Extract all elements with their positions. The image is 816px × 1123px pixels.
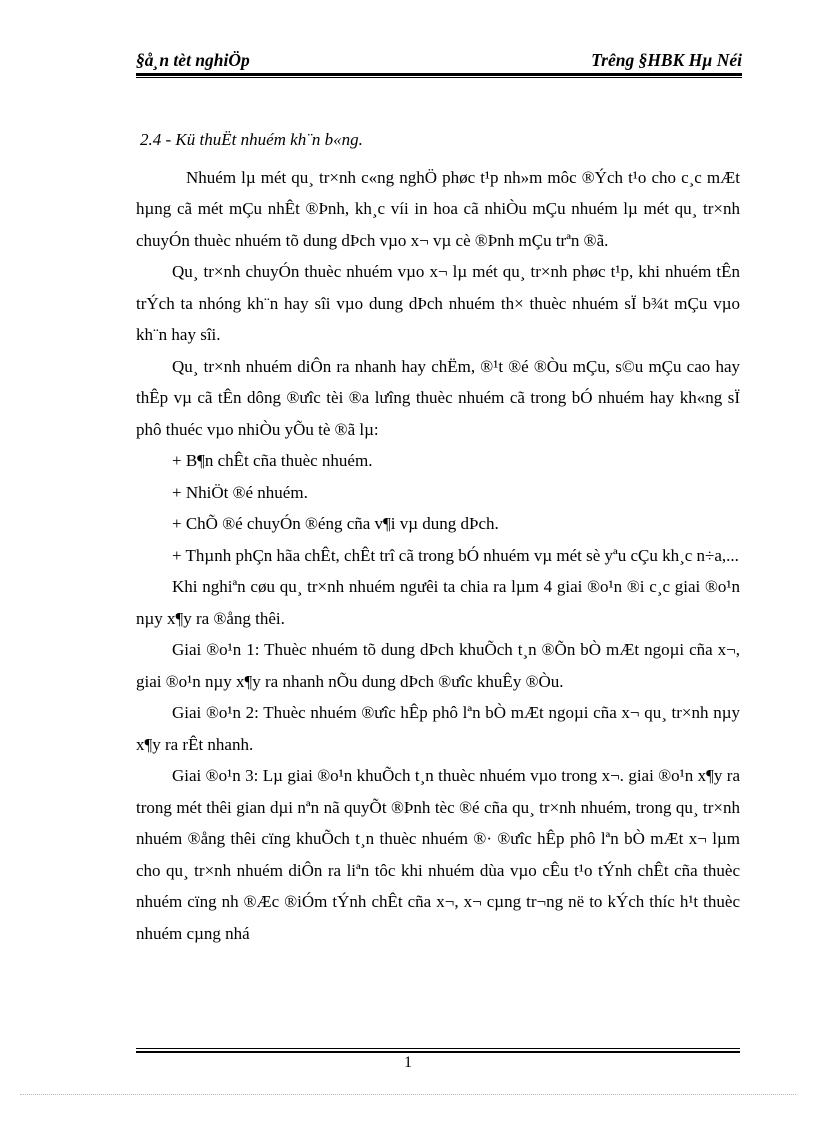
header-university: Trêng §HBK Hµ Néi (591, 50, 742, 70)
document-body (136, 124, 740, 949)
paragraph: Giai ®o¹n 2: Thuèc nhuém ®ưîc hÊp phô lªn bÒ mÆt ngoµi cña x¬ qu¸ tr×nh nµy x¶y ra rÊt nhanh. (136, 703, 740, 754)
footer-rule-thick (136, 1051, 740, 1053)
paragraph: Giai ®o¹n 1: Thuèc nhuém tõ dung dÞch khuÕch t¸n ®Õn bÒ mÆt ngoµi cña x¬, giai ®o¹n nµy x¶y ra nhanh nÕu dung dÞch ®ưîc khuÊy ®Òu. (136, 640, 740, 691)
list-item: + Thµnh phÇn hãa chÊt, chÊt trî cã trong bÓ nhuém vµ mét sè yªu cÇu kh¸c n÷a,... (172, 545, 739, 565)
footer-rule (136, 1048, 740, 1049)
list-item: + ChÕ ®é chuyÓn ®éng cña v¶i vµ dung dÞch. (172, 514, 499, 533)
page-edge-dots (20, 1094, 796, 1095)
paragraph: Nhuém lµ mét qu¸ tr×nh c«ng nghÖ phøc t¹p nh»m môc ®Ých t¹o cho c¸c mÆt hµng cã mét mÇu nhÊt ®Þnh, kh¸c víi in hoa cã nhiÒu mÇu nhuém lµ mét qu¸ tr×nh chuyÓn thuèc nhuém tõ dung dÞch vµo x¬ vµ cè ®Þnh mÇu trªn ®ã. (136, 167, 740, 250)
paragraph: Qu¸ tr×nh chuyÓn thuèc nhuém vµo x¬ lµ mét qu¸ tr×nh phøc t¹p, khi nhuém tÊn trÝch ta nhóng kh¨n hay sîi vµo dung dÞch nhuém th× thuèc nhuém sÏ b¾t mÇu vµo kh¨n hay sîi. (136, 262, 740, 344)
page-header (136, 46, 742, 76)
paragraph: Khi nghiªn cøu qu¸ tr×nh nhuém ngưêi ta chia ra lµm 4 giai ®o¹n ®i c¸c giai ®o¹n nµy x¶y ra ®ång thêi. (136, 577, 740, 628)
paragraph: Giai ®o¹n 3: Lµ giai ®o¹n khuÕch t¸n thuèc nhuém vµo trong x¬. giai ®o¹n x¶y ra trong mét thêi gian dµi nªn nã quyÕt ®Þnh tèc ®é cña qu¸ tr×nh nhuém, trong qu¸ tr×nh nhuém ®ång thêi cïng khuÕch t¸n thuèc nhuém ®· ®ưîc hÊp phô lªn bÒ mÆt x¬ lµm cho qu¸ tr×nh nhuém diÔn ra liªn tôc khi nhuém dùa vµo cÊu t¹o tÝnh chÊt cña thuèc nhuém cïng nh ®Æc ®iÓm tÝnh chÊt cña x¬, x¬ cµng tr¬ng në to kÝch thíc h¹t thuèc nhuém cµng nhá (136, 766, 740, 943)
header-rule (136, 73, 742, 76)
list-item: + B¶n chÊt cña thuèc nhuém. (172, 451, 373, 470)
header-rule-thin (136, 77, 742, 78)
list-item: + NhiÖt ®é nhuém. (172, 482, 308, 502)
section-title: 2.4 - Kü thuËt nhuém kh¨n b«ng. (140, 130, 363, 149)
paragraph: Qu¸ tr×nh nhuém diÔn ra nhanh hay chËm, ®¹t ®é ®Òu mÇu, s©u mÇu cao hay thÊp vµ cã tÊn dông ®ưîc tèi ®a lưîng thuèc nhuém cã trong bÓ nhuém hay kh«ng sÏ phô thuéc vµo nhiÒu yÕu tè ®ã lµ: (136, 356, 740, 439)
page-number: 1 (404, 1054, 412, 1071)
header-thesis-title: §å¸n tèt nghiÖp (136, 50, 250, 70)
